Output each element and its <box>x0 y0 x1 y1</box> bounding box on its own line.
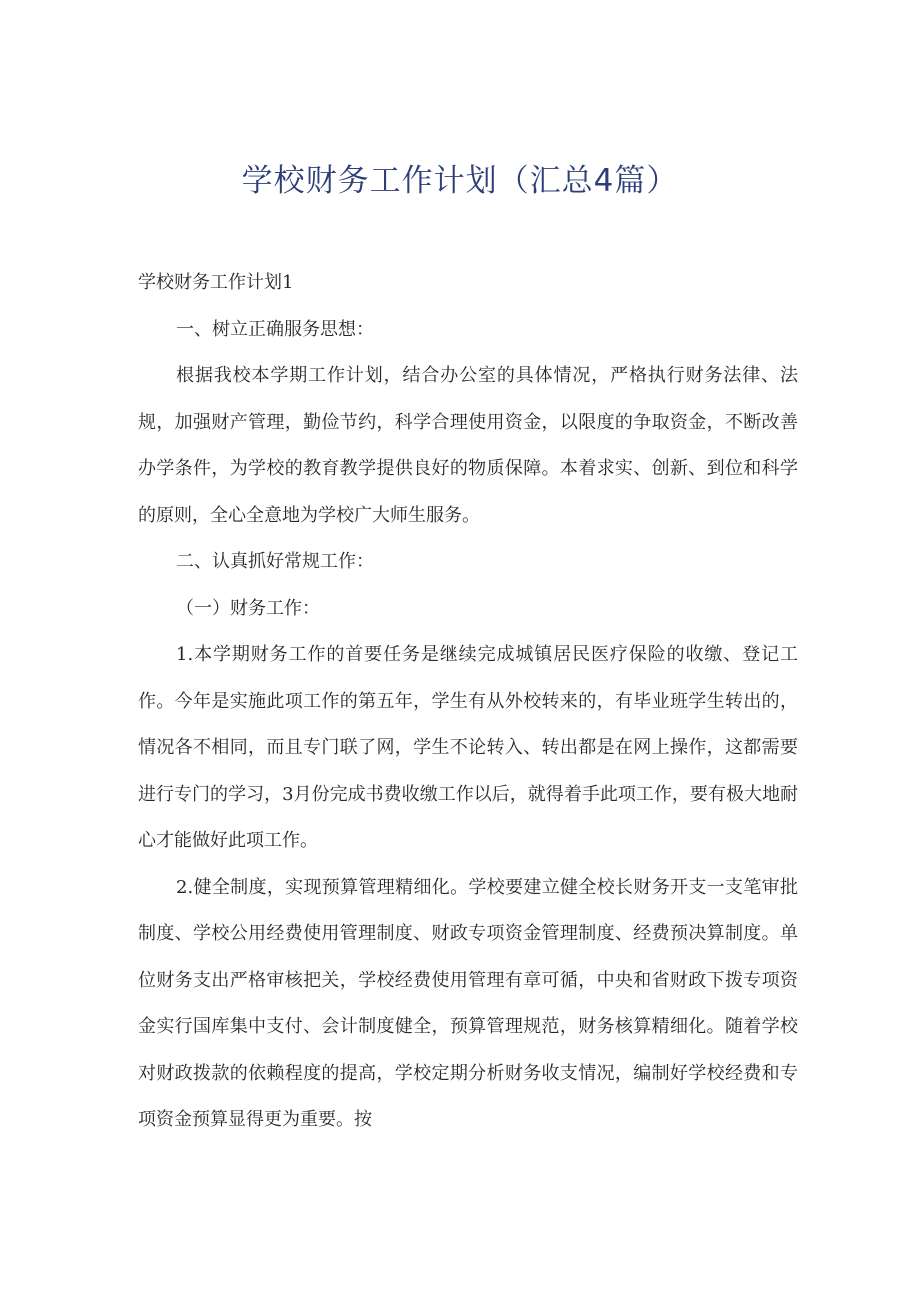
section-heading: 学校财务工作计划1 <box>138 272 294 293</box>
paragraph-heading-2: 二、认真抓好常规工作： <box>176 551 374 572</box>
paragraph-item-2: 2.健全制度，实现预算管理精细化。学校要建立健全校长财务开支一支笔审批制度、学校公用经费使用管理制度、财政专项资金管理制度、经费预决算制度。单位财务支出严格审核把关，学校经费使用管理有章可循，中央和省财政下拨专项资金实行国库集中支付、会计制度健全，预算管理规范，财务核算精细化。随着学校对财政拨款的依赖程度的提高，学校定期分析财务收支情况，编制好学校经费和专项资金预算显得更为重要。按 <box>138 876 798 1130</box>
paragraph-heading-1: 一、树立正确服务思想： <box>176 318 374 340</box>
paragraph-item-1: 1.本学期财务工作的首要任务是继续完成城镇居民医疗保险的收缴、登记工作。今年是实施此项工作的第五年，学生有从外校转来的，有毕业班学生转出的，情况各不相同，而且专门联了网，学生不论转入、转出都是在网上操作，这都需要进行专门的学习，3月份完成书费收缴工作以后，就得着手此项工作，要有极大地耐心才能做好此项工作。 <box>138 644 798 851</box>
document-body <box>138 260 798 1144</box>
paragraph-subheading-finance: （一）财务工作： <box>176 597 320 619</box>
document-title: 学校财务工作计划（汇总4篇） <box>241 163 679 199</box>
paragraph-service-thought: 根据我校本学期工作计划，结合办公室的具体情况，严格执行财务法律、法规，加强财产管理，勤俭节约，科学合理使用资金，以限度的争取资金，不断改善办学条件，为学校的教育教学提供良好的物质保障。本着求实、创新、到位和科学的原则，全心全意地为学校广大师生服务。 <box>138 365 798 526</box>
